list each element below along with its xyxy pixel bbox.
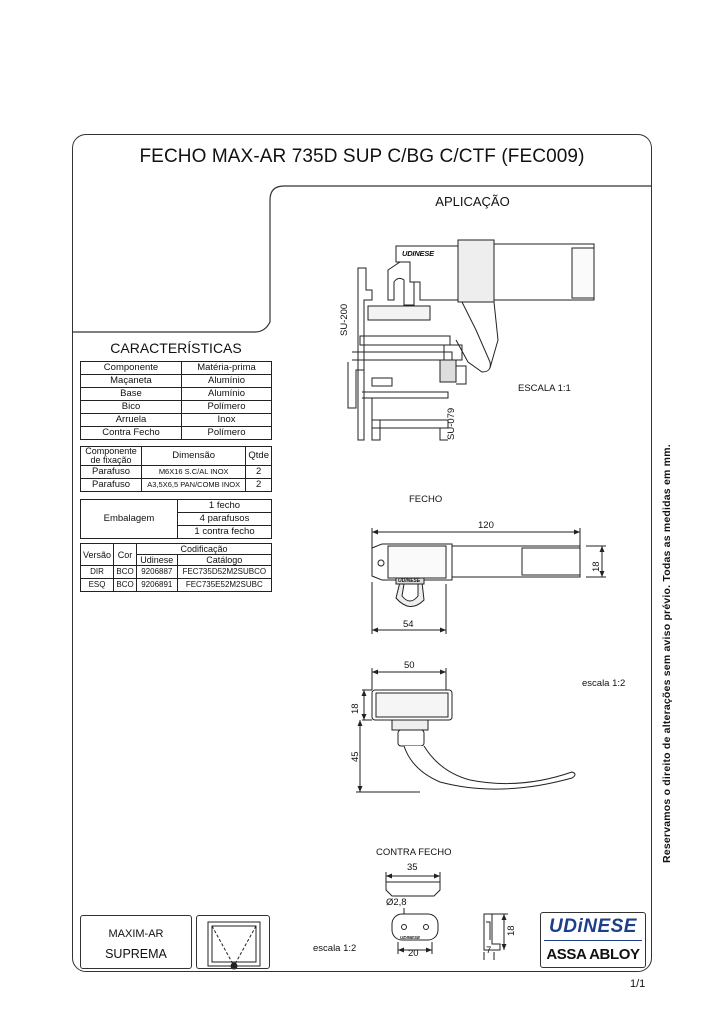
table-cell: 1 fecho [178,500,272,513]
fixing-table [80,446,272,492]
fecho-label: FECHO [409,494,443,505]
table-header-row [81,544,272,555]
dim-contra-side-height: 18 [506,925,517,936]
table-cell: Parafuso [81,479,142,492]
table-header-row [81,362,272,375]
header-cell: Versão [81,544,114,566]
header-cell: Matéria-prima [182,362,272,375]
assa-abloy-logo: ASSA ABLOY [546,946,640,963]
table-cell: M6X16 S.C/AL INOX [142,466,246,479]
application-brand-mark: UDINESE [402,249,434,258]
dim-fecho-length: 120 [478,520,494,531]
header-cell: Componente de fixação [81,447,142,466]
table-row [81,388,272,401]
udinese-logo: UDiNESE [549,916,637,937]
table-header-row [81,447,272,466]
window-icon-box [196,915,270,969]
application-drawing [348,240,594,440]
header-cell: Catálogo [177,555,271,566]
system-line1: MAXIM-AR [108,928,164,940]
table-cell: Parafuso [81,466,142,479]
table-row [81,401,272,414]
contra-fecho-scale: escala 1:2 [313,943,357,954]
table-cell: FEC735E52M2SUBC [177,579,271,592]
table-row [81,579,272,592]
system-line2: SUPREMA [105,947,167,961]
dim-fecho-height: 18 [591,561,602,572]
table-row [81,479,272,492]
table-cell: DIR [81,566,114,579]
table-row [81,375,272,388]
dim-contra-hole: Ø2,8 [386,897,407,908]
table-cell: BCO [114,579,137,592]
table-cell: Arruela [81,414,182,427]
dim-fecho-base: 54 [403,619,414,630]
characteristics-title: CARACTERÍSTICAS [110,340,242,356]
table-cell: ESQ [81,579,114,592]
dim-contra-side-width: 7 [486,945,492,956]
table-cell: Contra Fecho [81,427,182,440]
table-cell: 9206887 [137,566,178,579]
table-cell: FEC735D52M2SUBCO [177,566,271,579]
table-row [81,466,272,479]
side-view-scale: escala 1:2 [582,678,626,689]
table-cell: Alumínio [182,375,272,388]
page-number: 1/1 [630,978,646,990]
header-cell: Codificação [137,544,272,555]
application-scale: ESCALA 1:1 [518,383,571,394]
table-row [81,566,272,579]
table-cell: Bico [81,401,182,414]
table-row [81,500,272,513]
profile-bottom-label: SU-079 [446,407,457,440]
codes-table [80,543,272,592]
dim-side-width: 50 [404,660,415,671]
table-cell: A3,5X6,5 PAN/COMB INOX [142,479,246,492]
dim-side-base-height: 18 [350,703,361,714]
fecho-brand-mark: UDINESE [398,578,421,584]
table-cell: Base [81,388,182,401]
characteristics-table [80,361,272,440]
packaging-table [80,499,272,539]
header-cell: Dimensão [142,447,246,466]
header-cell: Udinese [137,555,178,566]
table-cell: Polímero [182,427,272,440]
header-cell: Cor [114,544,137,566]
packaging-label: Embalagem [81,500,178,539]
page-title: FECHO MAX-AR 735D SUP C/BG C/CTF (FEC009) [139,146,585,167]
table-cell: Maçaneta [81,375,182,388]
contra-fecho-label: CONTRA FECHO [376,847,452,858]
rights-note: Reservamos o direito de alterações sem aviso prévio. Todas as medidas em mm. [661,444,673,863]
logo-divider [544,940,642,941]
table-cell: 4 parafusos [178,513,272,526]
table-cell: 1 contra fecho [178,526,272,539]
table-cell: Inox [182,414,272,427]
table-cell: 9206891 [137,579,178,592]
table-row [81,414,272,427]
table-cell: BCO [114,566,137,579]
dim-side-handle-height: 45 [350,751,361,762]
table-cell: Polímero [182,401,272,414]
table-row [81,427,272,440]
contra-brand-mark: UDINESE [400,935,421,940]
profile-top-label: SU-200 [339,303,350,336]
table-cell: Alumínio [182,388,272,401]
header-cell: Componente [81,362,182,375]
dim-contra-top: 35 [407,862,418,873]
fecho-side-view [356,668,575,792]
table-cell: 2 [246,479,272,492]
header-cell: Qtde [246,447,272,466]
dim-contra-bottom: 20 [408,948,419,959]
application-title: APLICAÇÃO [435,194,510,209]
table-cell: 2 [246,466,272,479]
